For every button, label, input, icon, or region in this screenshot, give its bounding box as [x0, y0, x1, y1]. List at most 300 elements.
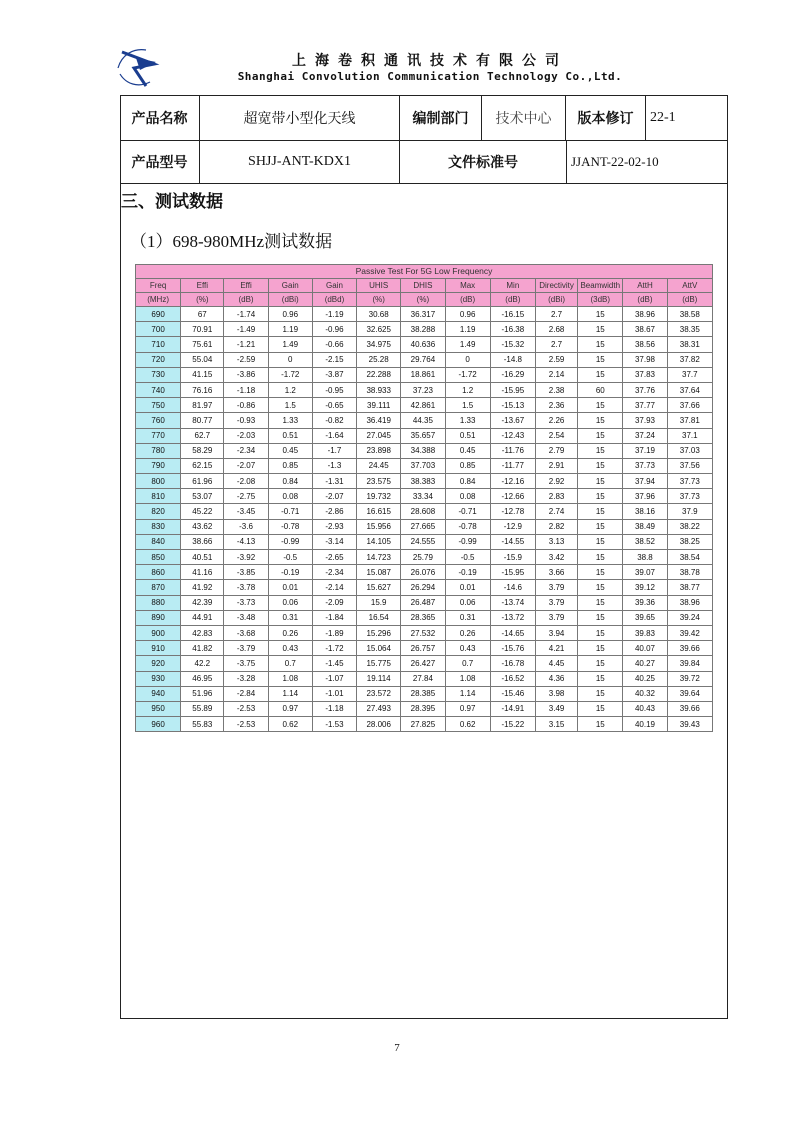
table-row	[136, 534, 713, 549]
table-cell: -3.75	[224, 656, 268, 671]
table-row	[136, 443, 713, 458]
table-cell: 38.96	[623, 307, 667, 322]
table-cell: 15	[578, 686, 623, 701]
table-cell: -0.71	[445, 504, 490, 519]
table-row	[136, 458, 713, 473]
table-cell: 15	[578, 625, 623, 640]
table-cell: Gain	[312, 279, 356, 293]
table-row	[136, 595, 713, 610]
table-cell: 15	[578, 322, 623, 337]
table-cell: -2.34	[312, 565, 356, 580]
table-cell: 0.62	[268, 717, 312, 732]
table-row	[136, 550, 713, 565]
table-cell: 27.84	[401, 671, 445, 686]
table-cell: 15.9	[357, 595, 401, 610]
table-cell: -2.07	[224, 458, 268, 473]
table-cell: 29.764	[401, 352, 445, 367]
info-row-1	[120, 95, 728, 141]
table-cell: 35.657	[401, 428, 445, 443]
table-cell: -0.95	[312, 382, 356, 397]
table-cell: 37.94	[623, 474, 667, 489]
table-cell: -1.21	[224, 337, 268, 352]
table-row	[136, 382, 713, 397]
table-cell: (dB)	[445, 293, 490, 307]
table-cell: -1.45	[312, 656, 356, 671]
table-cell: -3.86	[224, 367, 268, 382]
table-cell: (dBd)	[312, 293, 356, 307]
table-cell: 19.114	[357, 671, 401, 686]
table-cell: 840	[136, 534, 181, 549]
table-cell: 41.16	[181, 565, 224, 580]
model-value: SHJJ-ANT-KDX1	[200, 141, 400, 183]
table-cell: 44.91	[181, 610, 224, 625]
table-cell: -12.43	[490, 428, 535, 443]
table-cell: 0.62	[445, 717, 490, 732]
table-cell: 2.92	[535, 474, 577, 489]
table-row	[136, 398, 713, 413]
table-cell: 1.49	[445, 337, 490, 352]
table-cell: 37.1	[667, 428, 712, 443]
table-cell: -0.65	[312, 398, 356, 413]
table-cell: -13.74	[490, 595, 535, 610]
table-cell: 40.636	[401, 337, 445, 352]
table-cell: 15.627	[357, 580, 401, 595]
table-cell: 16.615	[357, 504, 401, 519]
table-cell: 3.49	[535, 701, 577, 716]
table-cell: -11.77	[490, 458, 535, 473]
table-cell: -12.78	[490, 504, 535, 519]
table-cell: -1.18	[312, 701, 356, 716]
table-cell: Freq	[136, 279, 181, 293]
table-cell: -1.18	[224, 382, 268, 397]
table-cell: 23.572	[357, 686, 401, 701]
table-cell: -2.53	[224, 701, 268, 716]
table-cell: 39.83	[623, 625, 667, 640]
table-cell: -0.19	[268, 565, 312, 580]
table-cell: 70.91	[181, 322, 224, 337]
table-cell: 14.723	[357, 550, 401, 565]
table-cell: 15	[578, 641, 623, 656]
table-cell: 4.45	[535, 656, 577, 671]
table-cell: 25.79	[401, 550, 445, 565]
table-cell: -16.29	[490, 367, 535, 382]
table-cell: 38.933	[357, 382, 401, 397]
table-cell: 37.83	[623, 367, 667, 382]
table-cell: -14.65	[490, 625, 535, 640]
table-cell: 27.825	[401, 717, 445, 732]
table-cell: 81.97	[181, 398, 224, 413]
table-cell: 14.105	[357, 534, 401, 549]
table-cell: -15.13	[490, 398, 535, 413]
table-cell: 890	[136, 610, 181, 625]
table-cell: 15	[578, 580, 623, 595]
table-cell: 41.92	[181, 580, 224, 595]
table-cell: 39.66	[667, 641, 712, 656]
table-cell: 2.74	[535, 504, 577, 519]
table-cell: 28.608	[401, 504, 445, 519]
table-cell: -1.89	[312, 625, 356, 640]
table-cell: 1.2	[268, 382, 312, 397]
table-cell: (dB)	[667, 293, 712, 307]
table-cell: Directivity	[535, 279, 577, 293]
model-label: 产品型号	[120, 141, 200, 183]
table-cell: Max	[445, 279, 490, 293]
table-cell: 32.625	[357, 322, 401, 337]
table-row	[136, 504, 713, 519]
table-cell: 0.43	[268, 641, 312, 656]
table-cell: 700	[136, 322, 181, 337]
company-name-cn: 上海卷积通讯技术有限公司	[292, 53, 568, 69]
table-cell: 1.19	[445, 322, 490, 337]
table-cell: 38.78	[667, 565, 712, 580]
table-cell: 38.35	[667, 322, 712, 337]
table-cell: 15.064	[357, 641, 401, 656]
table-cell: 37.64	[667, 382, 712, 397]
table-cell: 1.14	[268, 686, 312, 701]
product-name-label: 产品名称	[120, 95, 200, 140]
table-cell: 39.65	[623, 610, 667, 625]
table-cell: 2.82	[535, 519, 577, 534]
table-cell: 1.5	[268, 398, 312, 413]
table-cell: 15	[578, 504, 623, 519]
table-cell: 830	[136, 519, 181, 534]
table-cell: 2.36	[535, 398, 577, 413]
table-cell: 1.5	[445, 398, 490, 413]
table-cell: 34.975	[357, 337, 401, 352]
table-cell: 38.22	[667, 519, 712, 534]
table-cell: 42.83	[181, 625, 224, 640]
table-cell: 39.84	[667, 656, 712, 671]
table-cell: 3.94	[535, 625, 577, 640]
passive-test-table	[135, 264, 713, 732]
table-cell: -15.95	[490, 565, 535, 580]
table-cell: 61.96	[181, 474, 224, 489]
table-cell: 38.16	[623, 504, 667, 519]
table-cell: -2.15	[312, 352, 356, 367]
table-cell: 15.775	[357, 656, 401, 671]
table-cell: 15	[578, 717, 623, 732]
table-cell: 38.25	[667, 534, 712, 549]
table-cell: -3.14	[312, 534, 356, 549]
table-cell: 55.83	[181, 717, 224, 732]
table-cell: 0.26	[268, 625, 312, 640]
table-cell: 38.8	[623, 550, 667, 565]
table-cell: 15	[578, 458, 623, 473]
table-cell: 1.33	[268, 413, 312, 428]
table-cell: 2.14	[535, 367, 577, 382]
table-cell: 2.68	[535, 322, 577, 337]
table-cell: 26.487	[401, 595, 445, 610]
table-cell: 23.898	[357, 443, 401, 458]
table-cell: 0.26	[445, 625, 490, 640]
table-row	[136, 352, 713, 367]
table-cell: (dB)	[490, 293, 535, 307]
table-cell: -0.5	[268, 550, 312, 565]
table-cell: -0.99	[268, 534, 312, 549]
table-cell: 3.79	[535, 580, 577, 595]
table-cell: 40.43	[623, 701, 667, 716]
revision-value: 22-1	[650, 109, 676, 125]
table-cell: 15	[578, 307, 623, 322]
table-cell: -1.72	[268, 367, 312, 382]
table-cell: (MHz)	[136, 293, 181, 307]
table-cell: 37.03	[667, 443, 712, 458]
table-row	[136, 413, 713, 428]
section-title: 三、测试数据	[121, 192, 223, 212]
table-cell: 27.045	[357, 428, 401, 443]
table-cell: Effi	[224, 279, 268, 293]
table-cell: -15.9	[490, 550, 535, 565]
table-cell: -3.78	[224, 580, 268, 595]
table-cell: 39.43	[667, 717, 712, 732]
table-cell: -0.82	[312, 413, 356, 428]
table-cell: -0.86	[224, 398, 268, 413]
table-cell: 15	[578, 413, 623, 428]
table-cell: 910	[136, 641, 181, 656]
table-cell: -2.03	[224, 428, 268, 443]
table-cell: 39.42	[667, 625, 712, 640]
table-cell: 3.66	[535, 565, 577, 580]
table-cell: 15	[578, 656, 623, 671]
table-cell: AttH	[623, 279, 667, 293]
table-cell: 24.45	[357, 458, 401, 473]
table-cell: 30.68	[357, 307, 401, 322]
table-cell: 1.49	[268, 337, 312, 352]
table-cell: 45.22	[181, 504, 224, 519]
company-logo-icon	[116, 44, 160, 90]
table-cell: -2.75	[224, 489, 268, 504]
table-cell: -12.16	[490, 474, 535, 489]
table-cell: -1.84	[312, 610, 356, 625]
table-cell: 15.296	[357, 625, 401, 640]
table-cell: 28.385	[401, 686, 445, 701]
table-cell: 940	[136, 686, 181, 701]
table-row	[136, 641, 713, 656]
table-cell: 0.01	[268, 580, 312, 595]
table-cell: 53.07	[181, 489, 224, 504]
table-cell: 0.43	[445, 641, 490, 656]
table-cell: 15	[578, 701, 623, 716]
table-cell: 37.77	[623, 398, 667, 413]
table-cell: 2.38	[535, 382, 577, 397]
table-row	[136, 656, 713, 671]
table-cell: 900	[136, 625, 181, 640]
table-cell: 37.24	[623, 428, 667, 443]
table-cell: -16.52	[490, 671, 535, 686]
table-cell: 850	[136, 550, 181, 565]
table-cell: 43.62	[181, 519, 224, 534]
table-cell: -1.72	[312, 641, 356, 656]
table-cell: 42.39	[181, 595, 224, 610]
table-cell: 2.7	[535, 307, 577, 322]
table-cell: 3.79	[535, 610, 577, 625]
doc-number-value: JJANT-22-02-10	[571, 154, 659, 169]
table-cell: -14.55	[490, 534, 535, 549]
dept-label: 编制部门	[400, 95, 482, 140]
table-caption: Passive Test For 5G Low Frequency	[136, 265, 713, 279]
table-cell: -1.19	[312, 307, 356, 322]
product-name-value: 超宽带小型化天线	[200, 95, 400, 140]
table-cell: -2.09	[312, 595, 356, 610]
table-cell: 0.31	[268, 610, 312, 625]
table-cell: Min	[490, 279, 535, 293]
table-cell: 27.493	[357, 701, 401, 716]
table-cell: 37.7	[667, 367, 712, 382]
table-cell: 33.34	[401, 489, 445, 504]
table-cell: -15.76	[490, 641, 535, 656]
table-cell: 40.19	[623, 717, 667, 732]
table-cell: 41.82	[181, 641, 224, 656]
table-cell: 2.26	[535, 413, 577, 428]
table-cell: 37.76	[623, 382, 667, 397]
revision-label: 版本修订	[566, 95, 646, 140]
table-cell: -0.78	[268, 519, 312, 534]
table-cell: 39.07	[623, 565, 667, 580]
table-cell: 38.96	[667, 595, 712, 610]
table-cell: 24.555	[401, 534, 445, 549]
table-cell: 880	[136, 595, 181, 610]
table-cell: -16.38	[490, 322, 535, 337]
table-row	[136, 580, 713, 595]
table-cell: 37.23	[401, 382, 445, 397]
table-cell: -2.59	[224, 352, 268, 367]
table-cell: 0.08	[445, 489, 490, 504]
table-cell: 2.79	[535, 443, 577, 458]
table-cell: 0.96	[268, 307, 312, 322]
table-cell: 0.84	[268, 474, 312, 489]
table-cell: -0.78	[445, 519, 490, 534]
table-cell: 39.72	[667, 671, 712, 686]
table-cell: 42.2	[181, 656, 224, 671]
table-cell: -15.22	[490, 717, 535, 732]
table-cell: 730	[136, 367, 181, 382]
table-cell: 46.95	[181, 671, 224, 686]
table-cell: -11.76	[490, 443, 535, 458]
table-cell: 770	[136, 428, 181, 443]
table-cell: -1.01	[312, 686, 356, 701]
table-cell: 58.29	[181, 443, 224, 458]
table-cell: (dB)	[224, 293, 268, 307]
table-cell: 950	[136, 701, 181, 716]
table-cell: 39.64	[667, 686, 712, 701]
table-cell: 28.006	[357, 717, 401, 732]
table-header-row	[136, 279, 713, 293]
table-cell: -1.49	[224, 322, 268, 337]
table-cell: 15	[578, 398, 623, 413]
table-cell: 15	[578, 474, 623, 489]
table-cell: 15.956	[357, 519, 401, 534]
table-cell: 37.703	[401, 458, 445, 473]
table-cell: 38.56	[623, 337, 667, 352]
table-cell: -3.28	[224, 671, 268, 686]
table-cell: 0.06	[268, 595, 312, 610]
table-cell: 26.076	[401, 565, 445, 580]
table-cell: -1.72	[445, 367, 490, 382]
table-row	[136, 307, 713, 322]
table-cell: 39.66	[667, 701, 712, 716]
table-cell: 690	[136, 307, 181, 322]
table-cell: (%)	[181, 293, 224, 307]
table-cell: 51.96	[181, 686, 224, 701]
table-cell: 44.35	[401, 413, 445, 428]
table-cell: -12.66	[490, 489, 535, 504]
table-cell: 62.7	[181, 428, 224, 443]
table-cell: -1.07	[312, 671, 356, 686]
table-cell: (dB)	[623, 293, 667, 307]
table-cell: -2.65	[312, 550, 356, 565]
table-cell: 15.087	[357, 565, 401, 580]
table-cell: 0.97	[268, 701, 312, 716]
table-cell: 3.42	[535, 550, 577, 565]
table-cell: 2.83	[535, 489, 577, 504]
table-cell: -2.08	[224, 474, 268, 489]
table-cell: -3.73	[224, 595, 268, 610]
table-cell: 0.31	[445, 610, 490, 625]
table-cell: -15.95	[490, 382, 535, 397]
table-cell: 0	[268, 352, 312, 367]
table-row	[136, 337, 713, 352]
table-row	[136, 701, 713, 716]
table-cell: 38.66	[181, 534, 224, 549]
table-cell: (3dB)	[578, 293, 623, 307]
table-cell: -14.91	[490, 701, 535, 716]
table-cell: -1.64	[312, 428, 356, 443]
table-cell: 23.575	[357, 474, 401, 489]
table-row	[136, 565, 713, 580]
table-cell: 4.36	[535, 671, 577, 686]
table-cell: 820	[136, 504, 181, 519]
table-cell: -2.34	[224, 443, 268, 458]
table-cell: -3.79	[224, 641, 268, 656]
table-cell: 15	[578, 565, 623, 580]
table-cell: 37.19	[623, 443, 667, 458]
table-cell: 2.91	[535, 458, 577, 473]
table-cell: 26.427	[401, 656, 445, 671]
table-row	[136, 489, 713, 504]
dept-value: 技术中心	[482, 95, 566, 140]
table-cell: -1.53	[312, 717, 356, 732]
table-cell: -0.99	[445, 534, 490, 549]
table-cell: 39.12	[623, 580, 667, 595]
table-cell: -15.32	[490, 337, 535, 352]
table-cell: 39.24	[667, 610, 712, 625]
table-cell: (dBi)	[535, 293, 577, 307]
table-row	[136, 717, 713, 732]
table-cell: -3.92	[224, 550, 268, 565]
table-cell: 15	[578, 534, 623, 549]
table-cell: -14.8	[490, 352, 535, 367]
table-cell: 0.7	[268, 656, 312, 671]
page-number: 7	[394, 1042, 400, 1054]
table-row	[136, 671, 713, 686]
table-cell: DHIS	[401, 279, 445, 293]
table-cell: -12.9	[490, 519, 535, 534]
table-cell: 4.21	[535, 641, 577, 656]
table-cell: 28.365	[401, 610, 445, 625]
table-cell: -1.3	[312, 458, 356, 473]
table-cell: -3.6	[224, 519, 268, 534]
table-cell: 1.33	[445, 413, 490, 428]
table-cell: 720	[136, 352, 181, 367]
table-cell: 15	[578, 367, 623, 382]
table-cell: 710	[136, 337, 181, 352]
table-cell: 38.54	[667, 550, 712, 565]
table-cell: 38.77	[667, 580, 712, 595]
table-cell: 25.28	[357, 352, 401, 367]
table-cell: 38.67	[623, 322, 667, 337]
table-row	[136, 428, 713, 443]
table-cell: 37.82	[667, 352, 712, 367]
